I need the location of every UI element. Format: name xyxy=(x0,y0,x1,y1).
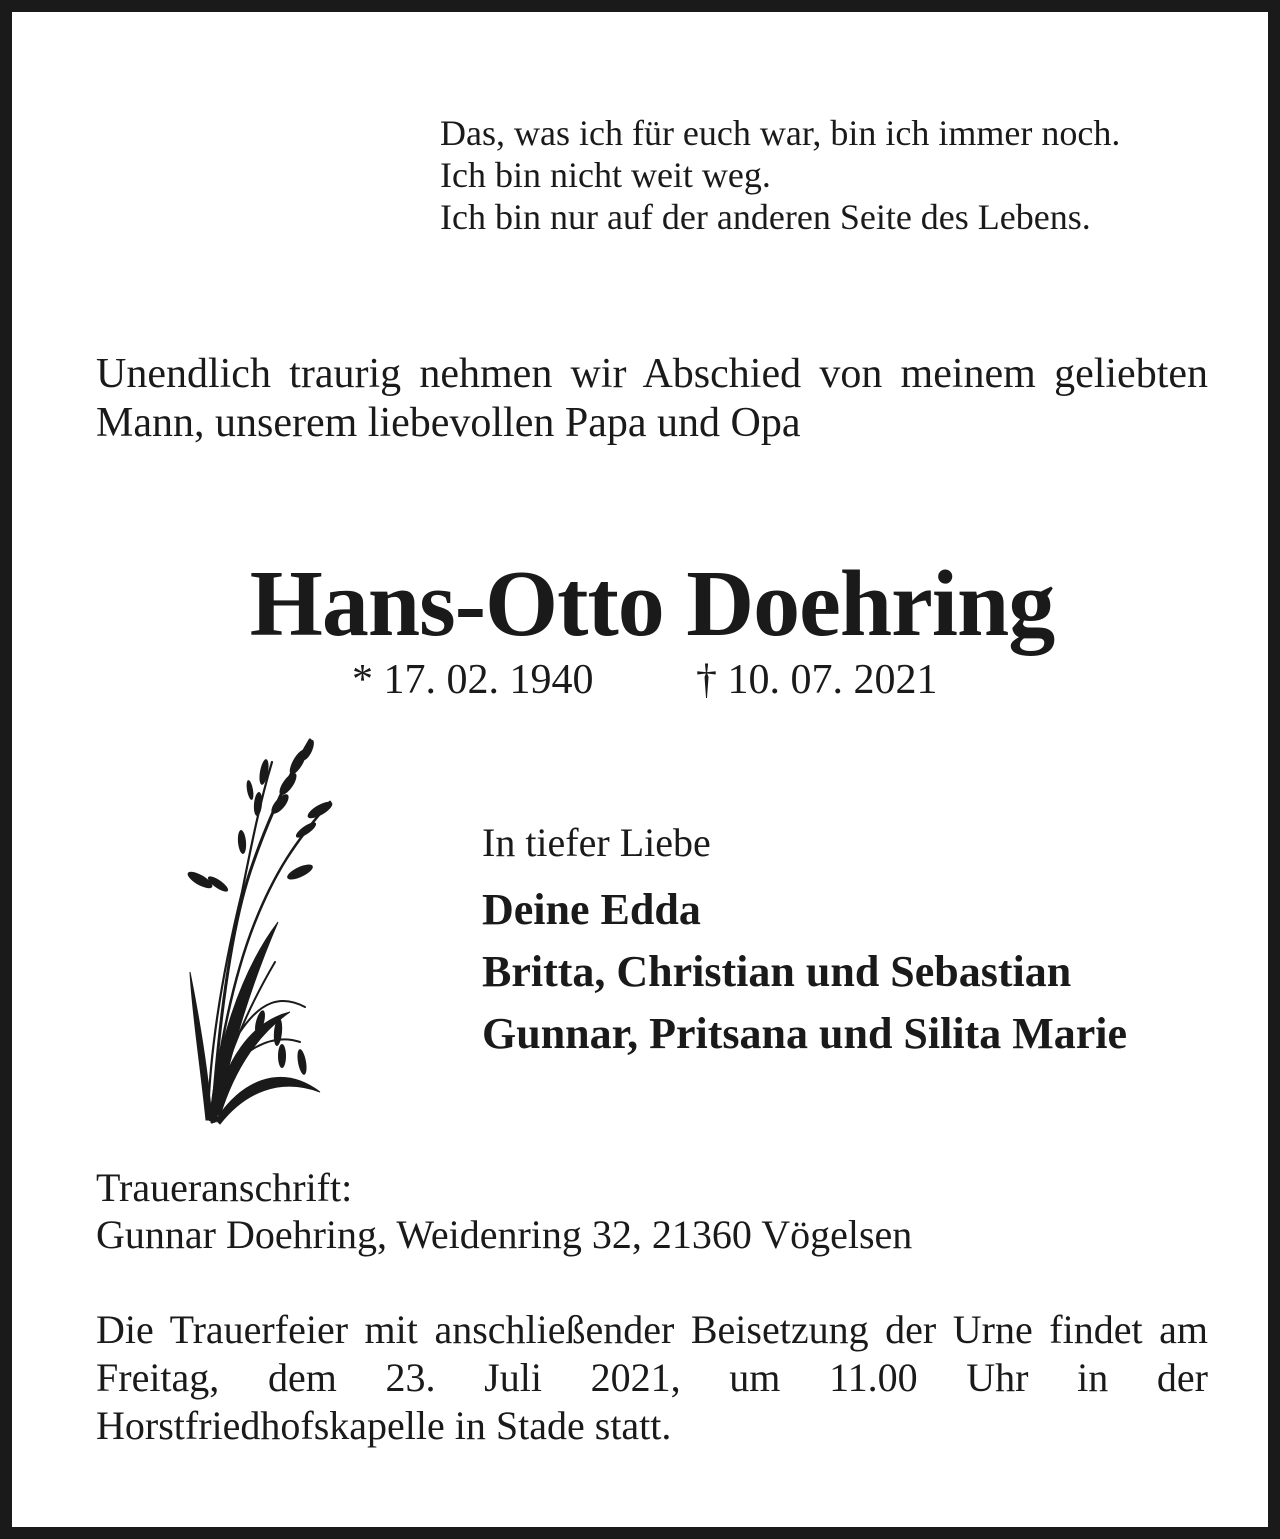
life-dates xyxy=(352,655,992,705)
ceremony-info: Die Trauerfeier mit anschließender Beisetzung der Urne findet am Freitag, dem 23. Juli 2021, um 11.00 Uhr in der Horstfriedhofskapelle in Stade statt. xyxy=(96,1307,1208,1448)
death-date: † 10. 07. 2021 xyxy=(696,657,938,703)
quote-line: Das, was ich für euch war, bin ich immer noch. xyxy=(440,113,1121,153)
mourning-address xyxy=(96,1164,1208,1258)
quote-line: Ich bin nicht weit weg. xyxy=(440,155,771,195)
signature-greeting: In tiefer Liebe xyxy=(482,820,711,865)
address-text: Gunnar Doehring, Weidenring 32, 21360 Vögelsen xyxy=(96,1212,913,1257)
deceased-name: Hans-Otto Doehring xyxy=(249,552,1055,656)
quote-line: Ich bin nur auf der anderen Seite des Lebens. xyxy=(440,197,1091,237)
intro-text: Unendlich traurig nehmen wir Abschied von meinem geliebten Mann, unserem liebevollen Papa und Opa xyxy=(96,351,1208,446)
family-member-line: Deine Edda xyxy=(482,885,701,934)
family-member-line: Gunnar, Pritsana und Silita Marie xyxy=(482,1009,1128,1058)
address-label: Traueranschrift: xyxy=(96,1165,353,1210)
memorial-quote xyxy=(440,112,1240,238)
grass-ears-icon xyxy=(180,732,340,1127)
birth-date: * 17. 02. 1940 xyxy=(352,657,594,703)
family-signature xyxy=(482,817,1242,1065)
family-member-line: Britta, Christian und Sebastian xyxy=(482,947,1072,996)
